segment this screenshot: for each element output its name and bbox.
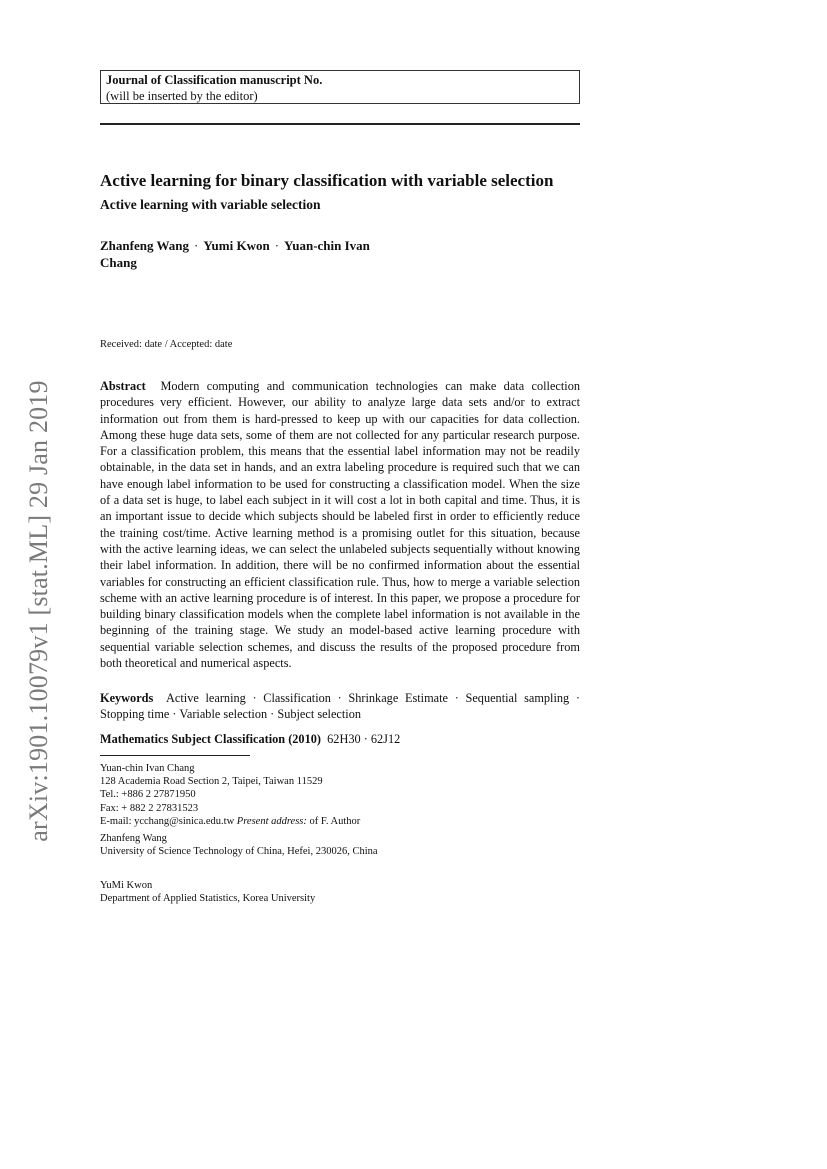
abstract-text: Modern computing and communication technologies can make data collection procedures very efficient. However, our ability to analyze large data sets and/or to extract information out from them is hard-pressed to keep up with our capacities for data collection. Among these huge data sets, some of them are not collected for any particular research purpose. For a classification problem, this means that the essential label information may not be readily obtainable, in the data set in hands, and an extra labeling procedure is required such that we can have enough label information to be used for constructing a classification model. When the size of a data set is huge, to label each subject in it will cost a lot in both capital and time. Thus, it is an important issue to decide which subjects should be labeled first in order to efficiently reduce the training cost/time. Active learning method is a promising outlet for this situation, because with the active learning ideas, we can select the unlabeled subjects sequentially without knowing their label information. In addition, there will be no confirmed information about the essential variables for constructing an efficient classification rule. Thus, how to merge a variable selection scheme with an active learning procedure is of interest. In this paper, we propose a procedure for building binary classification models when the complete label information is not available in the beginning of the training stage. We study an model-based active learning procedure with sequential variable selection schemes, and discuss the results of the proposed procedure from both theoretical and numerical aspects.: [100, 379, 580, 671]
affiliation-fax: Fax: + 882 2 27831523: [100, 802, 199, 814]
msc-codes: 62H30 · 62J12: [327, 732, 401, 746]
author-list: [100, 237, 400, 271]
present-address-value: of F. Author: [309, 815, 361, 827]
journal-manuscript-label: Journal of Classification manuscript No.: [106, 73, 323, 87]
editor-note: (will be inserted by the editor): [106, 89, 258, 103]
affiliation-rule: [100, 755, 250, 756]
affiliation-address: 128 Academia Road Section 2, Taipei, Taiwan 11529: [100, 776, 323, 788]
keywords-text: Active learning · Classification · Shrinkage Estimate · Sequential sampling · Stopping time · Variable selection · Subject selection: [100, 691, 580, 722]
affiliation-2: [100, 832, 580, 858]
abstract-label: Abstract: [100, 379, 146, 393]
received-date: Received: date / Accepted: date: [100, 339, 233, 350]
running-title: Active learning with variable selection: [100, 197, 321, 212]
keywords: [100, 690, 580, 723]
present-address-label: Present address:: [236, 815, 307, 827]
affiliation-address: University of Science Technology of China, Hefei, 230026, China: [100, 846, 378, 858]
header-rule: [100, 123, 580, 125]
affiliation-name: Zhanfeng Wang: [100, 833, 167, 844]
affiliation-name: YuMi Kwon: [100, 880, 153, 891]
msc-label: Mathematics Subject Classification (2010): [100, 732, 321, 746]
editor-box: [100, 70, 580, 104]
affiliation-email-line: [100, 815, 580, 828]
affiliation-email: E-mail: ycchang@sinica.edu.tw: [100, 815, 235, 827]
affiliation-name: Yuan-chin Ivan Chang: [100, 763, 195, 774]
keywords-label: Keywords: [100, 691, 154, 705]
author-1: Zhanfeng Wang: [100, 238, 189, 253]
affiliation-3: [100, 879, 580, 905]
affiliation-address: Department of Applied Statistics, Korea University: [100, 893, 316, 905]
author-2: Yumi Kwon: [203, 238, 270, 253]
msc-classification: [100, 731, 580, 747]
affiliation-tel: Tel.: +886 2 27871950: [100, 789, 196, 801]
author-separator: ·: [274, 238, 280, 253]
arxiv-identifier: arXiv:1901.10079v1 [stat.ML] 29 Jan 2019: [24, 380, 53, 842]
abstract: [100, 378, 580, 671]
author-3: Yuan-chin Ivan Chang: [100, 238, 370, 270]
author-separator: ·: [194, 238, 199, 253]
paper-title: Active learning for binary classification with variable selection: [100, 171, 554, 190]
affiliation-1: [100, 762, 580, 828]
arxiv-side-stamp: [18, 361, 60, 861]
